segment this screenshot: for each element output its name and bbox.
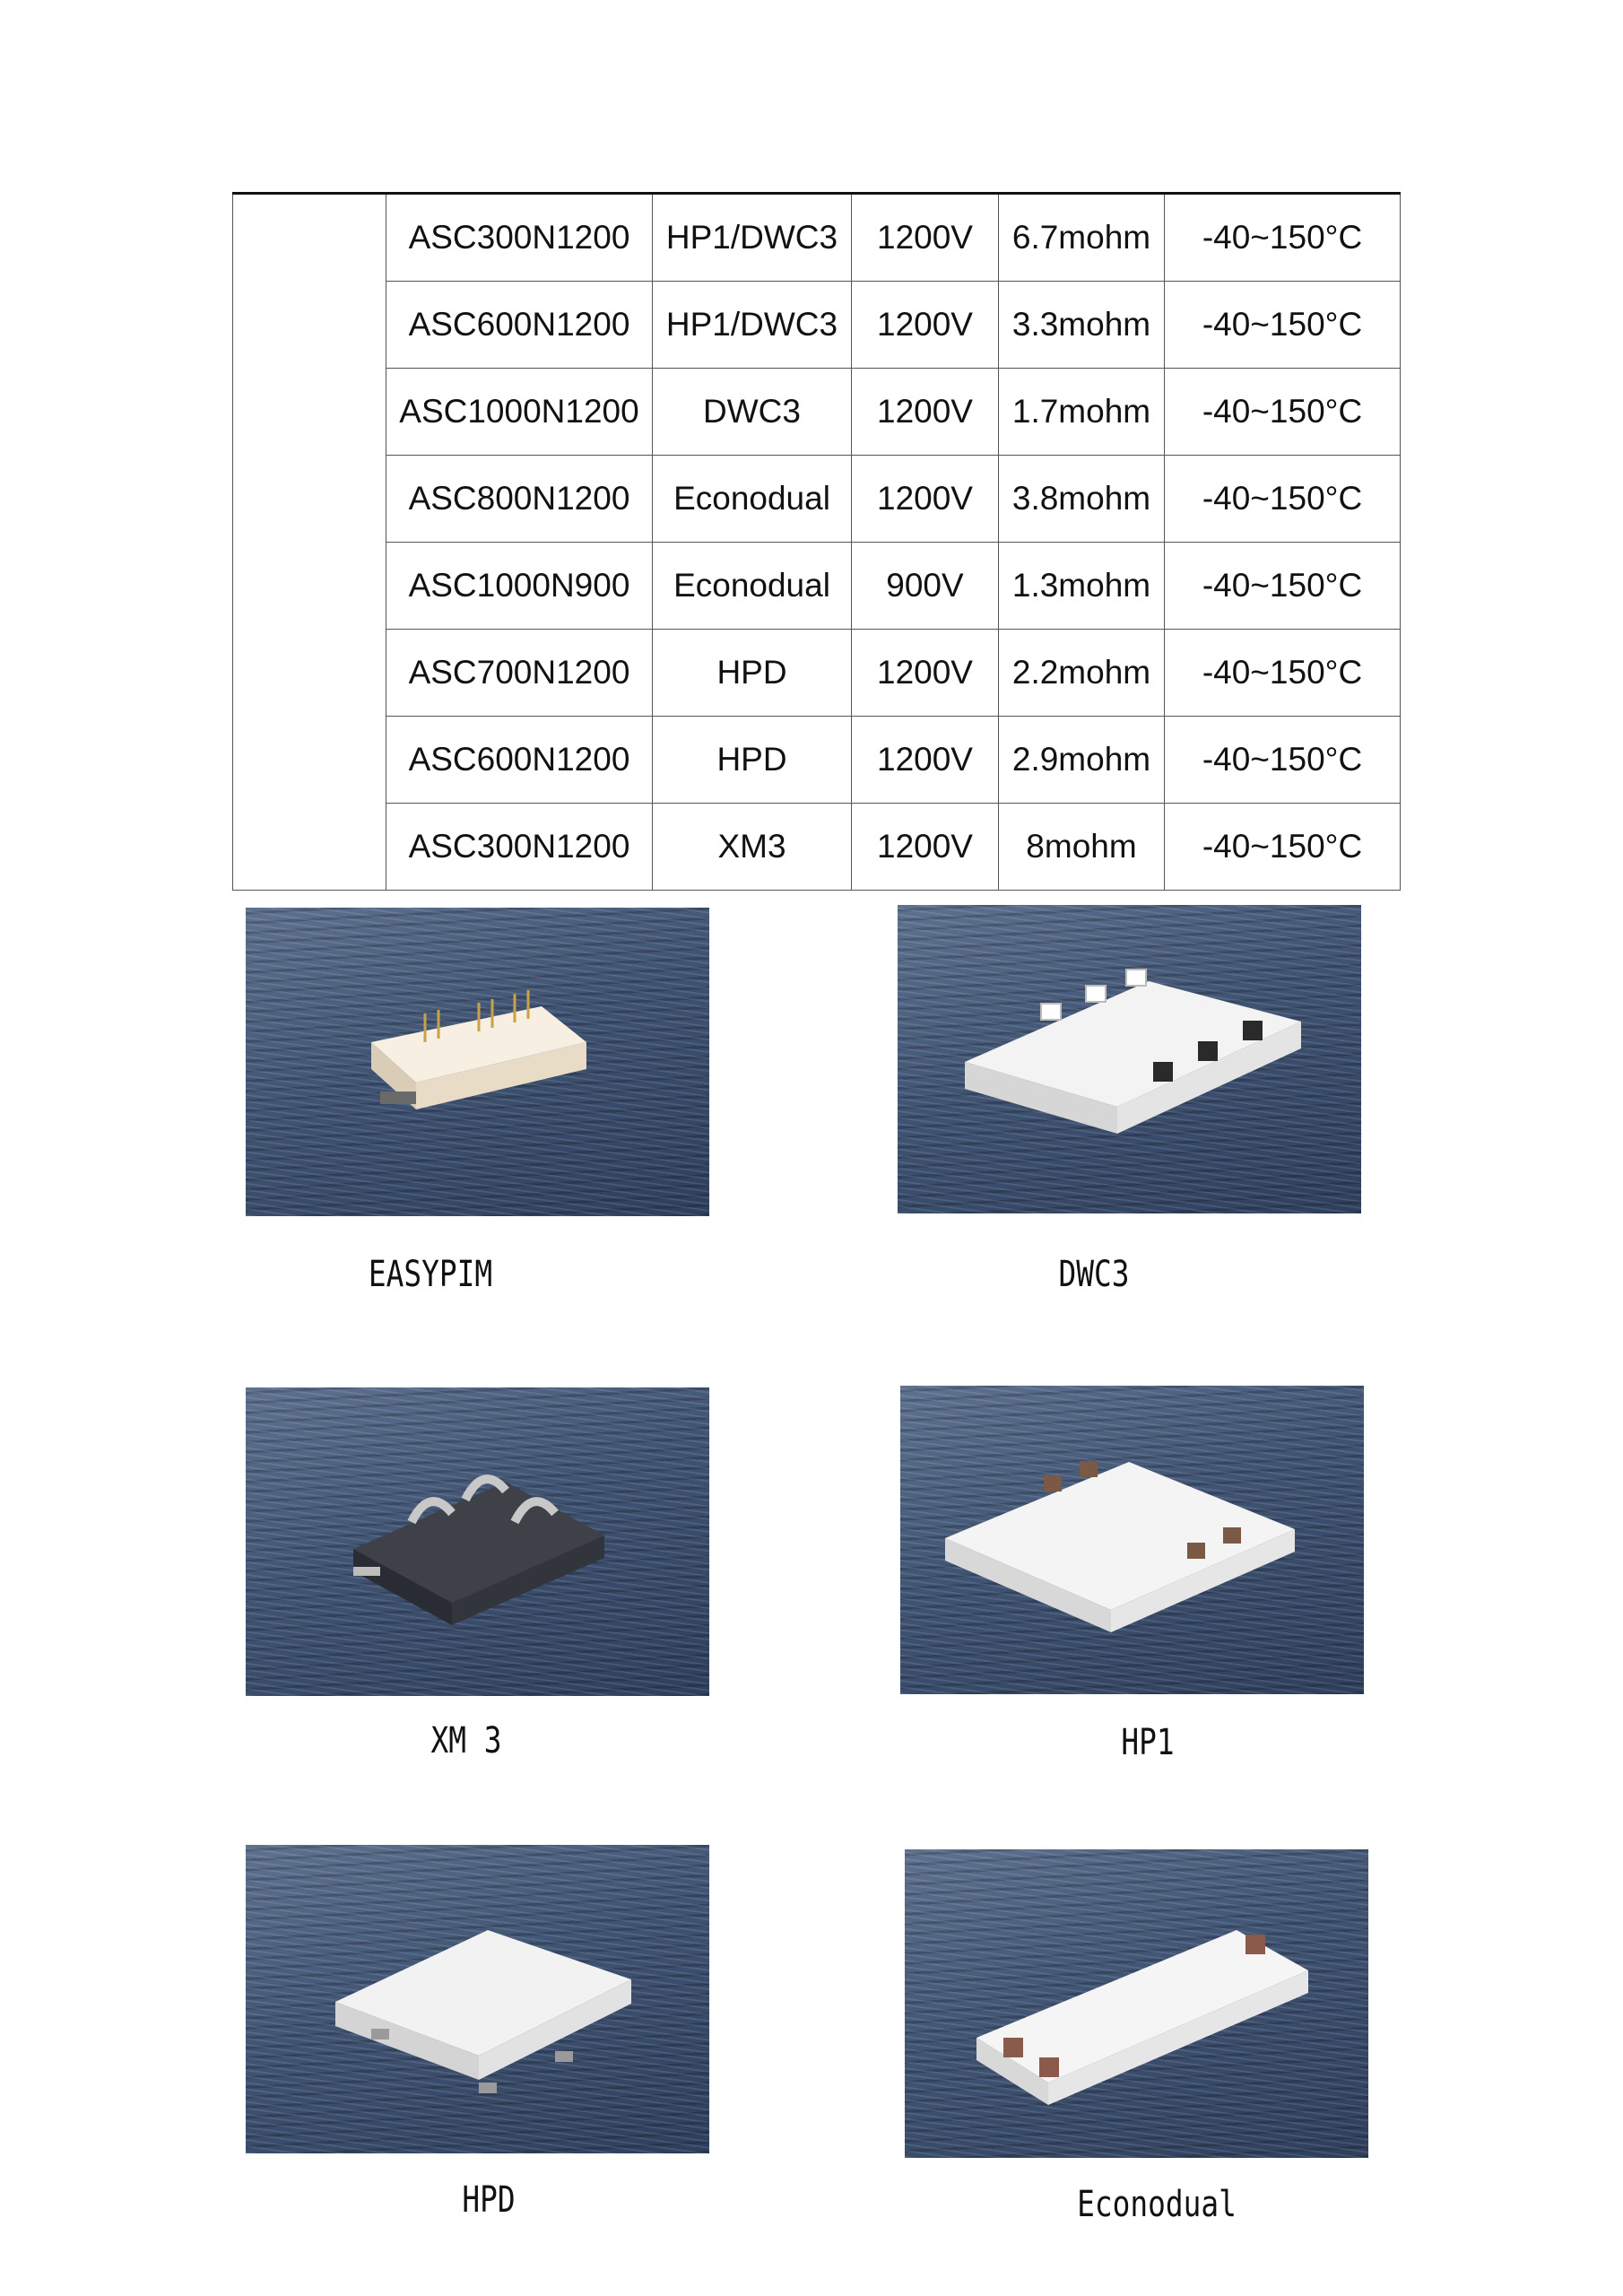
cell-model: ASC800N1200 — [386, 456, 653, 543]
cell-package: HP1/DWC3 — [653, 194, 852, 282]
table-row — [233, 282, 1401, 369]
cell-temp-range: -40~150°C — [1165, 543, 1401, 630]
spec-table — [232, 192, 1401, 891]
cell-rdson: 3.3mohm — [999, 282, 1165, 369]
cell-voltage: 1200V — [852, 282, 999, 369]
hpd-caption: HPD — [462, 2179, 516, 2221]
cell-model: ASC1000N1200 — [386, 369, 653, 456]
cell-model: ASC300N1200 — [386, 194, 653, 282]
xm3-photo — [246, 1387, 709, 1696]
cell-voltage: 1200V — [852, 194, 999, 282]
table-row — [233, 804, 1401, 891]
econodual-caption: Econodual — [1077, 2184, 1237, 2225]
dwc3-photo — [898, 905, 1361, 1213]
cell-rdson: 8mohm — [999, 804, 1165, 891]
table-row — [233, 630, 1401, 717]
cell-model: ASC600N1200 — [386, 282, 653, 369]
cell-voltage: 900V — [852, 543, 999, 630]
xm3-module-icon — [246, 1387, 709, 1696]
econodual-module-icon — [905, 1849, 1368, 2158]
hp1-caption: HP1 — [1121, 1722, 1175, 1763]
cell-temp-range: -40~150°C — [1165, 194, 1401, 282]
cell-package: HP1/DWC3 — [653, 282, 852, 369]
hp1-module-icon — [900, 1386, 1364, 1694]
cell-temp-range: -40~150°C — [1165, 282, 1401, 369]
dwc3-caption: DWC3 — [1058, 1254, 1130, 1295]
cell-rdson: 2.2mohm — [999, 630, 1165, 717]
spec-table-body — [233, 194, 1401, 891]
cell-voltage: 1200V — [852, 456, 999, 543]
cell-model: ASC600N1200 — [386, 717, 653, 804]
cell-package: Econodual — [653, 543, 852, 630]
cell-voltage: 1200V — [852, 804, 999, 891]
cell-package: Econodual — [653, 456, 852, 543]
cell-voltage: 1200V — [852, 369, 999, 456]
table-row — [233, 369, 1401, 456]
cell-package: HPD — [653, 630, 852, 717]
merged-category-cell — [233, 194, 386, 891]
cell-model: ASC1000N900 — [386, 543, 653, 630]
cell-rdson: 1.7mohm — [999, 369, 1165, 456]
cell-rdson: 2.9mohm — [999, 717, 1165, 804]
econodual-photo — [905, 1849, 1368, 2158]
easypim-caption: EASYPIM — [368, 1254, 493, 1295]
cell-temp-range: -40~150°C — [1165, 369, 1401, 456]
cell-rdson: 6.7mohm — [999, 194, 1165, 282]
table-row — [233, 543, 1401, 630]
cell-model: ASC300N1200 — [386, 804, 653, 891]
cell-temp-range: -40~150°C — [1165, 717, 1401, 804]
table-row — [233, 717, 1401, 804]
cell-voltage: 1200V — [852, 630, 999, 717]
table-row — [233, 456, 1401, 543]
cell-voltage: 1200V — [852, 717, 999, 804]
dwc3-module-icon — [898, 905, 1361, 1213]
cell-package: XM3 — [653, 804, 852, 891]
cell-temp-range: -40~150°C — [1165, 456, 1401, 543]
cell-rdson: 1.3mohm — [999, 543, 1165, 630]
hp1-photo — [900, 1386, 1364, 1694]
hpd-photo — [246, 1845, 709, 2153]
cell-package: HPD — [653, 717, 852, 804]
cell-temp-range: -40~150°C — [1165, 630, 1401, 717]
xm3-caption: XM 3 — [430, 1720, 502, 1761]
easypim-photo — [246, 908, 709, 1216]
hpd-module-icon — [246, 1845, 709, 2153]
cell-model: ASC700N1200 — [386, 630, 653, 717]
cell-temp-range: -40~150°C — [1165, 804, 1401, 891]
cell-package: DWC3 — [653, 369, 852, 456]
cell-rdson: 3.8mohm — [999, 456, 1165, 543]
table-row — [233, 194, 1401, 282]
easypim-module-icon — [246, 908, 709, 1216]
